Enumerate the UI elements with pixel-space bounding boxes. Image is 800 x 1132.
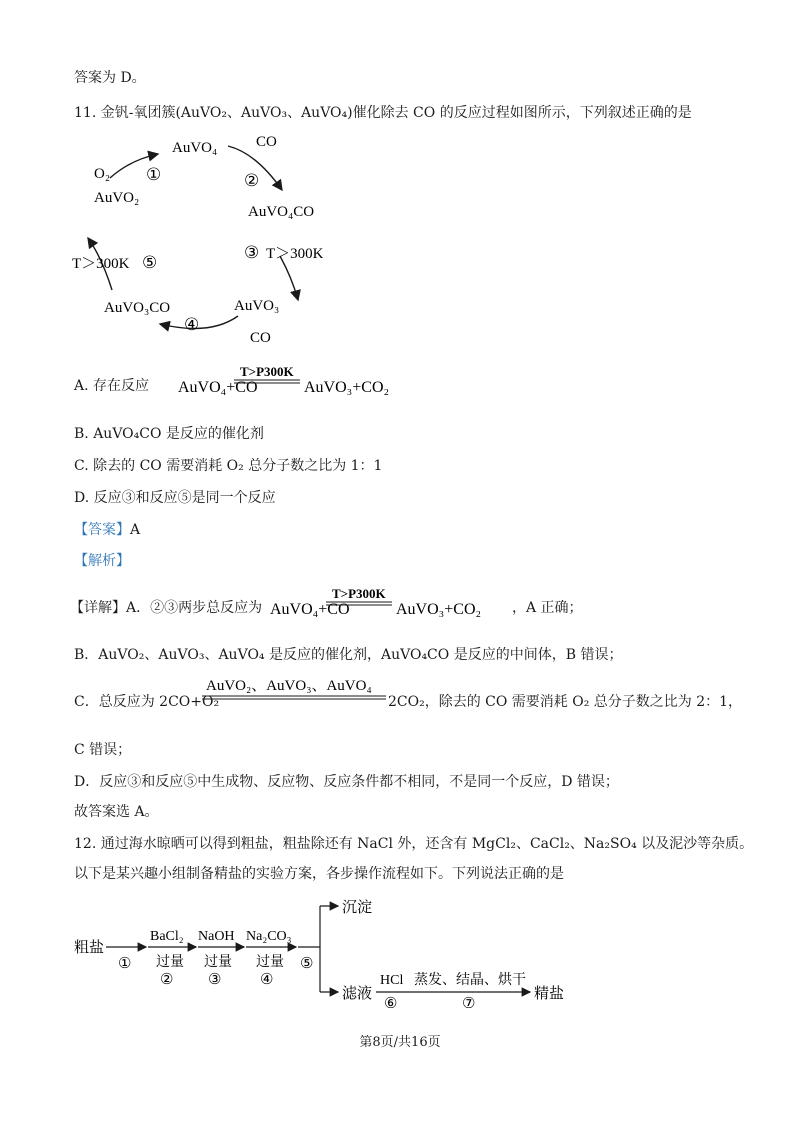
previous-answer-line: 答案为 D。 <box>74 70 146 86</box>
flow-product: 精盐 <box>534 986 565 1002</box>
species-auvo3: AuVO₃ <box>234 298 280 314</box>
option-a-prefix: A. 存在反应 <box>74 378 150 394</box>
question-12-stem-1: 12. 通过海水晾晒可以得到粗盐，粗盐除还有 NaCl 外，还含有 MgCl₂、CaCl₂、Na₂SO₄ 以及泥沙等杂质。 <box>74 836 754 852</box>
species-auvo4: AuVO₄ <box>172 140 218 156</box>
step-3-label: ③ <box>244 243 260 262</box>
question-11-stem: 11. 金钒-氧团簇(AuVO₂、AuVO₃、AuVO₄)催化除去 CO 的反应过程如图所示，下列叙述正确的是 <box>74 105 692 121</box>
equation-left: AuVO₄+CO <box>178 379 258 396</box>
answer-value: A <box>130 522 141 538</box>
catalytic-cycle-diagram <box>60 128 360 356</box>
option-a-equation <box>178 364 418 398</box>
o2-reactant: O₂ <box>94 166 111 182</box>
total-equation-condition <box>202 674 388 704</box>
step-3-temperature: T＞300K <box>266 246 324 262</box>
flow-start: 粗盐 <box>74 940 105 956</box>
flow-reagent-7: 蒸发、结晶、烘干 <box>414 973 526 988</box>
final-answer: 故答案选 A。 <box>74 804 159 820</box>
co-reactant-2: CO <box>250 330 271 346</box>
option-d: D. 反应③和反应⑤是同一个反应 <box>74 490 276 506</box>
flow-condition-3: 过量 <box>204 955 232 970</box>
flow-precipitate: 沉淀 <box>342 900 373 916</box>
answer-heading: 【答案】 <box>74 522 130 538</box>
detail-c-continued: C 错误； <box>74 742 132 758</box>
page-footer: 第8页/共16页 <box>359 1035 441 1050</box>
species-auvo4co: AuVO₄CO <box>248 204 315 220</box>
flow-step-7: ⑦ <box>462 996 476 1008</box>
answer-line <box>74 520 140 540</box>
flow-step-5: ⑤ <box>300 956 314 972</box>
species-auvo3co: AuVO₃CO <box>104 300 171 316</box>
flow-step-1: ① <box>118 956 132 972</box>
option-b: B. AuVO₄CO 是反应的催化剂 <box>74 426 264 442</box>
flow-filtrate: 滤液 <box>342 986 373 1002</box>
analysis-heading <box>74 551 130 571</box>
flow-step-2: ② <box>160 972 174 988</box>
option-c: C. 除去的 CO 需要消耗 O₂ 总分子数之比为 1：1 <box>74 458 383 474</box>
detail-d: D．反应③和反应⑤中生成物、反应物、反应条件都不相同，不是同一个反应，D 错误； <box>74 774 619 790</box>
detail-b: B．AuVO₂、AuVO₃、AuVO₄ 是反应的催化剂，AuVO₄CO 是反应的中间体，B 错误； <box>74 647 623 663</box>
co-reactant-1: CO <box>256 134 277 150</box>
flow-step-6: ⑥ <box>384 996 398 1008</box>
step-1-label: ① <box>146 165 162 184</box>
flow-step-3: ③ <box>208 972 222 988</box>
flow-condition-2: 过量 <box>156 955 184 970</box>
step-4-label: ④ <box>184 315 200 334</box>
detail-equation <box>270 586 510 620</box>
detail-c-suffix: 2CO₂，除去的 CO 需要消耗 O₂ 总分子数之比为 2：1， <box>388 694 743 710</box>
species-auvo2: AuVO₂ <box>94 190 140 206</box>
detail-suffix: ，A 正确； <box>512 600 583 616</box>
analysis-label: 【解析】 <box>74 553 130 569</box>
flow-reagent-4: Na₂CO₃ <box>246 929 292 944</box>
flow-step-4: ④ <box>260 972 274 988</box>
flow-reagent-2: BaCl₂ <box>150 929 184 944</box>
detail-prefix: 【详解】A．②③两步总反应为 <box>70 600 263 616</box>
equation-right: AuVO₃+CO₂ <box>304 379 390 396</box>
flow-condition-4: 过量 <box>256 955 284 970</box>
flow-reagent-6: HCl <box>380 973 404 988</box>
detail-equation-condition: T>P300K <box>332 586 386 601</box>
equation-condition: T>P300K <box>240 364 294 379</box>
detail-c-prefix: C．总反应为 2CO+O₂ <box>74 694 220 710</box>
cycle-arrow-3 <box>280 256 298 300</box>
step-2-label: ② <box>244 171 260 190</box>
detail-equation-left: AuVO₄+CO <box>270 601 350 618</box>
flow-reagent-3: NaOH <box>198 929 235 944</box>
salt-purification-flowchart <box>70 892 570 1008</box>
question-12-stem-2: 以下是某兴趣小组制备精盐的实验方案，各步操作流程如下。下列说法正确的是 <box>74 866 564 882</box>
total-equation-catalysts: AuVO₂、AuVO₃、AuVO₄ <box>206 678 372 694</box>
step-5-temperature: T＞300K <box>72 256 130 272</box>
detail-equation-right: AuVO₃+CO₂ <box>396 601 482 618</box>
step-5-label: ⑤ <box>142 253 158 272</box>
